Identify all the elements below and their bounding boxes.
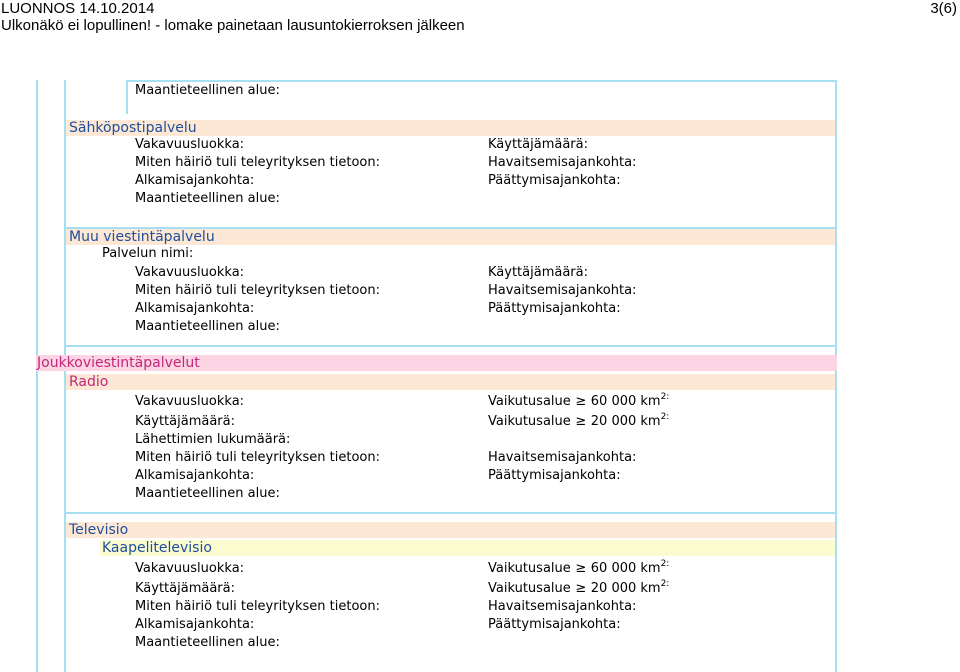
detection-source-field: Miten häiriö tuli teleyrityksen tietoon: (135, 155, 380, 170)
draft-notice: LUONNOS 14.10.2014 (1, 0, 155, 17)
section-email-title: Sähköpostipalvelu (69, 120, 197, 136)
section-mass-media-title: Joukkoviestintäpalvelut (37, 355, 200, 371)
start-time-field: Alkamisajankohta: (135, 617, 255, 632)
detection-source-field: Miten häiriö tuli teleyrityksen tietoon: (135, 450, 380, 465)
coverage-label: Vaikutusalue (488, 394, 571, 409)
geq-icon: ≥ (575, 581, 587, 596)
geographic-area-field: Maantieteellinen alue: (135, 635, 280, 650)
unit-superscript: 2: (660, 579, 670, 589)
transmitter-count-field: Lähettimien lukumäärä: (135, 432, 291, 447)
start-time-field: Alkamisajankohta: (135, 173, 255, 188)
frame-line (36, 80, 38, 672)
subsection-television-title: Televisio (69, 522, 129, 538)
coverage-area-large (488, 560, 669, 579)
detection-time-field: Havaitsemisajankohta: (488, 155, 637, 170)
coverage-value: 60 000 km (590, 394, 661, 409)
coverage-label: Vaikutusalue (488, 581, 571, 596)
frame-line (835, 80, 837, 672)
user-count-field: Käyttäjämäärä: (488, 265, 588, 280)
geq-icon: ≥ (575, 414, 587, 429)
frame-line (64, 345, 837, 347)
coverage-area-small (488, 413, 669, 432)
user-count-field: Käyttäjämäärä: (135, 581, 235, 596)
frame-line (126, 80, 128, 114)
page-number: 3(6) (930, 0, 957, 17)
coverage-value: 60 000 km (590, 561, 661, 576)
coverage-label: Vaikutusalue (488, 561, 571, 576)
coverage-area-small (488, 580, 669, 599)
coverage-value: 20 000 km (590, 414, 661, 429)
detection-time-field: Havaitsemisajankohta: (488, 283, 637, 298)
severity-field: Vakavuusluokka: (135, 394, 245, 409)
geographic-area-field: Maantieteellinen alue: (135, 83, 280, 98)
subsection-radio (66, 374, 835, 390)
subsection-television (66, 522, 835, 538)
severity-field: Vakavuusluokka: (135, 265, 245, 280)
section-email (66, 120, 835, 136)
unit-superscript: 2: (660, 559, 670, 569)
section-other-service-title: Muu viestintäpalvelu (69, 229, 215, 245)
user-count-field: Käyttäjämäärä: (488, 137, 588, 152)
unit-superscript: 2: (660, 412, 670, 422)
end-time-field: Päättymisajankohta: (488, 173, 621, 188)
layout-disclaimer: Ulkonäkö ei lopullinen! - lomake painetaan lausuntokierroksen jälkeen (1, 17, 465, 34)
severity-field: Vakavuusluokka: (135, 137, 245, 152)
geographic-area-field: Maantieteellinen alue: (135, 191, 280, 206)
detection-time-field: Havaitsemisajankohta: (488, 599, 637, 614)
unit-superscript: 2: (660, 392, 670, 402)
geq-icon: ≥ (575, 561, 587, 576)
geographic-area-field: Maantieteellinen alue: (135, 486, 280, 501)
coverage-label: Vaikutusalue (488, 414, 571, 429)
end-time-field: Päättymisajankohta: (488, 301, 621, 316)
detection-source-field: Miten häiriö tuli teleyrityksen tietoon: (135, 599, 380, 614)
geq-icon: ≥ (575, 394, 587, 409)
detection-source-field: Miten häiriö tuli teleyrityksen tietoon: (135, 283, 380, 298)
start-time-field: Alkamisajankohta: (135, 301, 255, 316)
detection-time-field: Havaitsemisajankohta: (488, 450, 637, 465)
severity-field: Vakavuusluokka: (135, 561, 245, 576)
end-time-field: Päättymisajankohta: (488, 617, 621, 632)
subsection-cable-tv-title: Kaapelitelevisio (102, 540, 212, 556)
frame-line (64, 512, 837, 514)
coverage-value: 20 000 km (590, 581, 661, 596)
section-mass-media (36, 355, 837, 371)
subsection-cable-tv (100, 540, 835, 556)
geographic-area-field: Maantieteellinen alue: (135, 319, 280, 334)
service-name-field: Palvelun nimi: (102, 246, 194, 261)
user-count-field: Käyttäjämäärä: (135, 414, 235, 429)
coverage-area-large (488, 393, 669, 412)
subsection-radio-title: Radio (69, 374, 109, 390)
end-time-field: Päättymisajankohta: (488, 468, 621, 483)
section-other-service (66, 229, 835, 245)
start-time-field: Alkamisajankohta: (135, 468, 255, 483)
